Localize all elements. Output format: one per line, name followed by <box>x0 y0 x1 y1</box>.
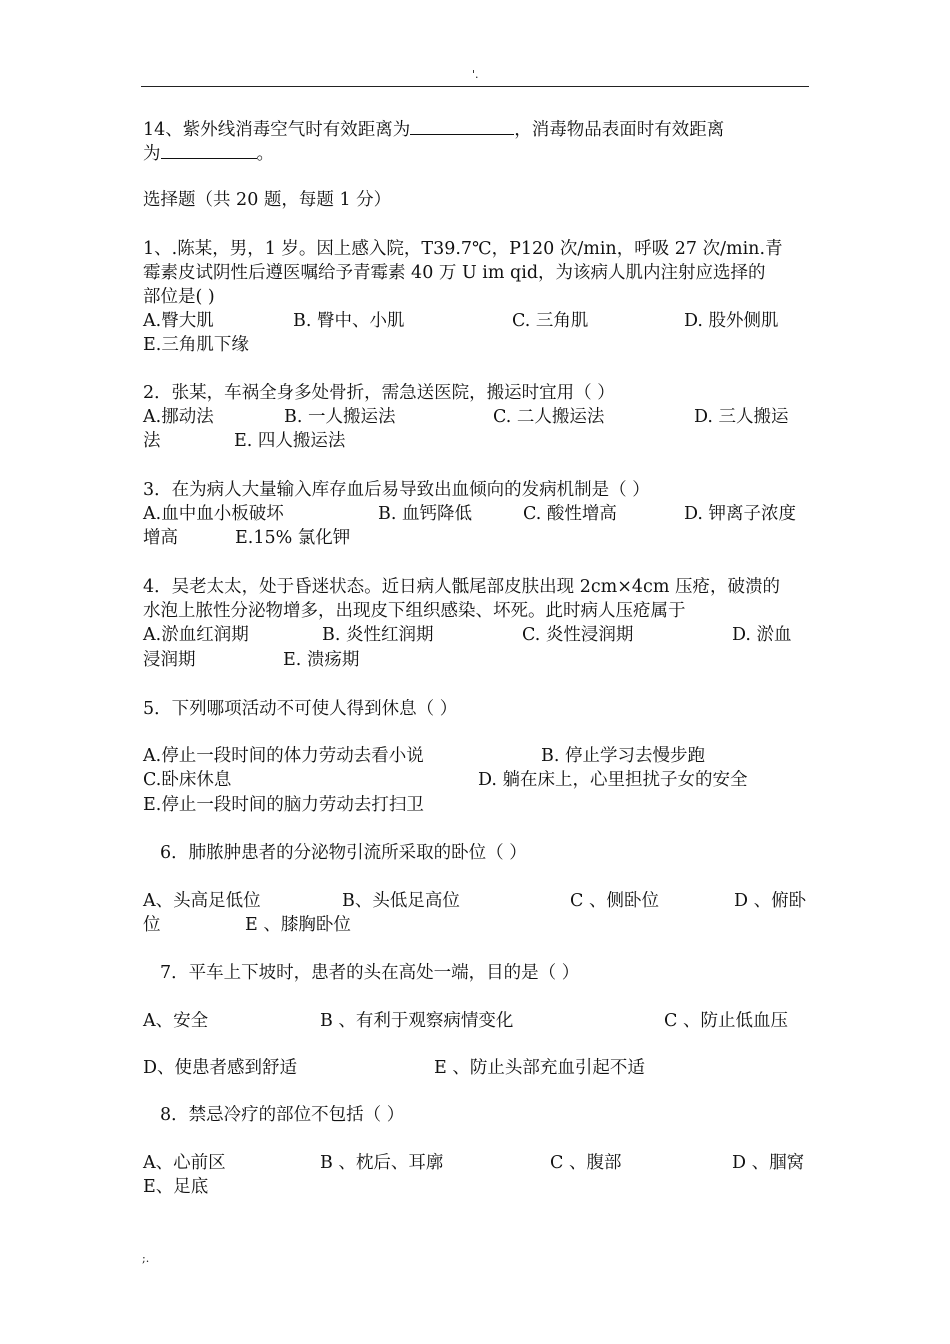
q3-stem: 3．在为病人大量输入库存血后易导致出血倾向的发病机制是（ ） <box>143 480 650 500</box>
q14-line-2: 为 。 <box>143 140 274 166</box>
q1-option-b: B. 臀中、小肌 <box>293 311 405 331</box>
q6-options-2 <box>0 913 950 937</box>
q4-option-b: B. 炎性红润期 <box>322 625 434 645</box>
q4-option-e: E. 溃疡期 <box>283 650 360 670</box>
header-rule <box>141 86 809 87</box>
q5-option-c: C.卧床休息 <box>143 770 232 790</box>
q6-options <box>0 889 950 913</box>
q2-option-c: C. 二人搬运法 <box>493 407 605 427</box>
q4-stem-2: 水泡上脓性分泌物增多，出现皮下组织感染、坏死。此时病人压疮属于 <box>143 601 686 621</box>
q7-option-a: A、安全 <box>143 1011 209 1031</box>
q14-line-1: 14、紫外线消毒空气时有效距离为 ，消毒物品表面时有效距离 <box>143 116 724 142</box>
q5-options <box>0 744 950 768</box>
q3-option-a: A.血中血小板破坏 <box>143 504 284 524</box>
q3-options-2 <box>0 526 950 550</box>
q6-option-e: E 、膝胸卧位 <box>245 915 351 935</box>
q7-option-d: D、使患者感到舒适 <box>143 1058 298 1078</box>
q1-option-c: C. 三角肌 <box>512 311 589 331</box>
q3-option-b: B. 血钙降低 <box>378 504 472 524</box>
q4-option-d: D. 淤血 <box>732 625 792 645</box>
q4-option-a: A.淤血红润期 <box>143 625 249 645</box>
q8-option-b: B 、枕后、耳廓 <box>320 1153 444 1173</box>
header-mark: '. <box>472 68 479 81</box>
q5-option-b: B. 停止学习去慢步跑 <box>541 746 705 766</box>
q14-blank-2 <box>161 140 257 159</box>
q8-option-e: E、足底 <box>143 1177 209 1197</box>
q2-options <box>0 405 950 429</box>
q14-blank-1 <box>410 116 514 135</box>
section-title: 选择题（共 20 题，每题 1 分） <box>143 190 392 210</box>
q3-option-c: C. 酸性增高 <box>523 504 617 524</box>
q1-option-e: E.三角肌下缘 <box>143 335 249 355</box>
q3-options <box>0 502 950 526</box>
q6-option-d: D 、俯卧 <box>734 891 807 911</box>
q1-option-a: A.臀大肌 <box>143 311 214 331</box>
q2-option-b: B. 一人搬运法 <box>284 407 396 427</box>
q8-options <box>0 1151 950 1175</box>
q3-option-e: E.15% 氯化钾 <box>235 528 351 548</box>
q7-option-e: E 、防止头部充血引起不适 <box>434 1058 645 1078</box>
q5-option-e: E.停止一段时间的脑力劳动去打扫卫 <box>143 795 424 815</box>
q2-option-a: A.挪动法 <box>143 407 214 427</box>
q5-option-d: D. 躺在床上，心里担扰子女的安全 <box>478 770 748 790</box>
footer-mark: ;. <box>142 1252 150 1265</box>
q4-option-c: C. 炎性浸润期 <box>522 625 634 645</box>
q5-stem: 5．下列哪项活动不可使人得到休息（ ） <box>143 699 458 719</box>
q8-stem: 8．禁忌冷疗的部位不包括（ ） <box>160 1105 405 1125</box>
q5-option-a: A.停止一段时间的体力劳动去看小说 <box>143 746 424 766</box>
q4-option-d-cont: 浸润期 <box>143 650 196 670</box>
q7-options-2 <box>0 1056 950 1080</box>
q7-options <box>0 1009 950 1033</box>
q7-option-b: B 、有利于观察病情变化 <box>320 1011 514 1031</box>
q2-stem: 2．张某，车祸全身多处骨折，需急送医院，搬运时宜用（ ） <box>143 383 615 403</box>
q8-option-d: D 、腘窝 <box>732 1153 805 1173</box>
q4-stem-1: 4．吴老太太，处于昏迷状态。近日病人骶尾部皮肤出现 2cm×4cm 压疮，破溃的 <box>143 577 780 597</box>
q6-option-b: B、头低足高位 <box>342 891 460 911</box>
q6-option-a: A、头高足低位 <box>143 891 261 911</box>
q3-option-d: D. 钾离子浓度 <box>684 504 797 524</box>
q1-option-d: D. 股外侧肌 <box>684 311 779 331</box>
q7-stem: 7．平车上下坡时，患者的头在高处一端，目的是（ ） <box>160 963 580 983</box>
q2-option-d: D. 三人搬运 <box>694 407 789 427</box>
q7-option-c: C 、防止低血压 <box>664 1011 788 1031</box>
q1-stem-2: 霉素皮试阴性后遵医嘱给予青霉素 40 万 U im qid，为该病人肌内注射应选择的 <box>143 263 766 283</box>
q2-option-e: E. 四人搬运法 <box>234 431 346 451</box>
q6-option-c: C 、侧卧位 <box>570 891 659 911</box>
q1-stem-3: 部位是( ) <box>143 287 215 307</box>
q3-option-d-cont: 增高 <box>143 528 178 548</box>
q8-option-c: C 、腹部 <box>550 1153 622 1173</box>
q5-options-2 <box>0 768 950 792</box>
q4-options <box>0 623 950 647</box>
q1-options <box>0 309 950 333</box>
q2-option-d-cont: 法 <box>143 431 161 451</box>
q1-stem-1: 1、.陈某，男，1 岁。因上感入院，T39.7℃，P120 次/min，呼吸 27 次/min.青 <box>143 239 783 259</box>
q4-options-2 <box>0 648 950 672</box>
q2-options-2 <box>0 429 950 453</box>
q6-stem: 6．肺脓肿患者的分泌物引流所采取的卧位（ ） <box>160 843 527 863</box>
q8-option-a: A、心前区 <box>143 1153 226 1173</box>
q6-option-d-cont: 位 <box>143 915 161 935</box>
